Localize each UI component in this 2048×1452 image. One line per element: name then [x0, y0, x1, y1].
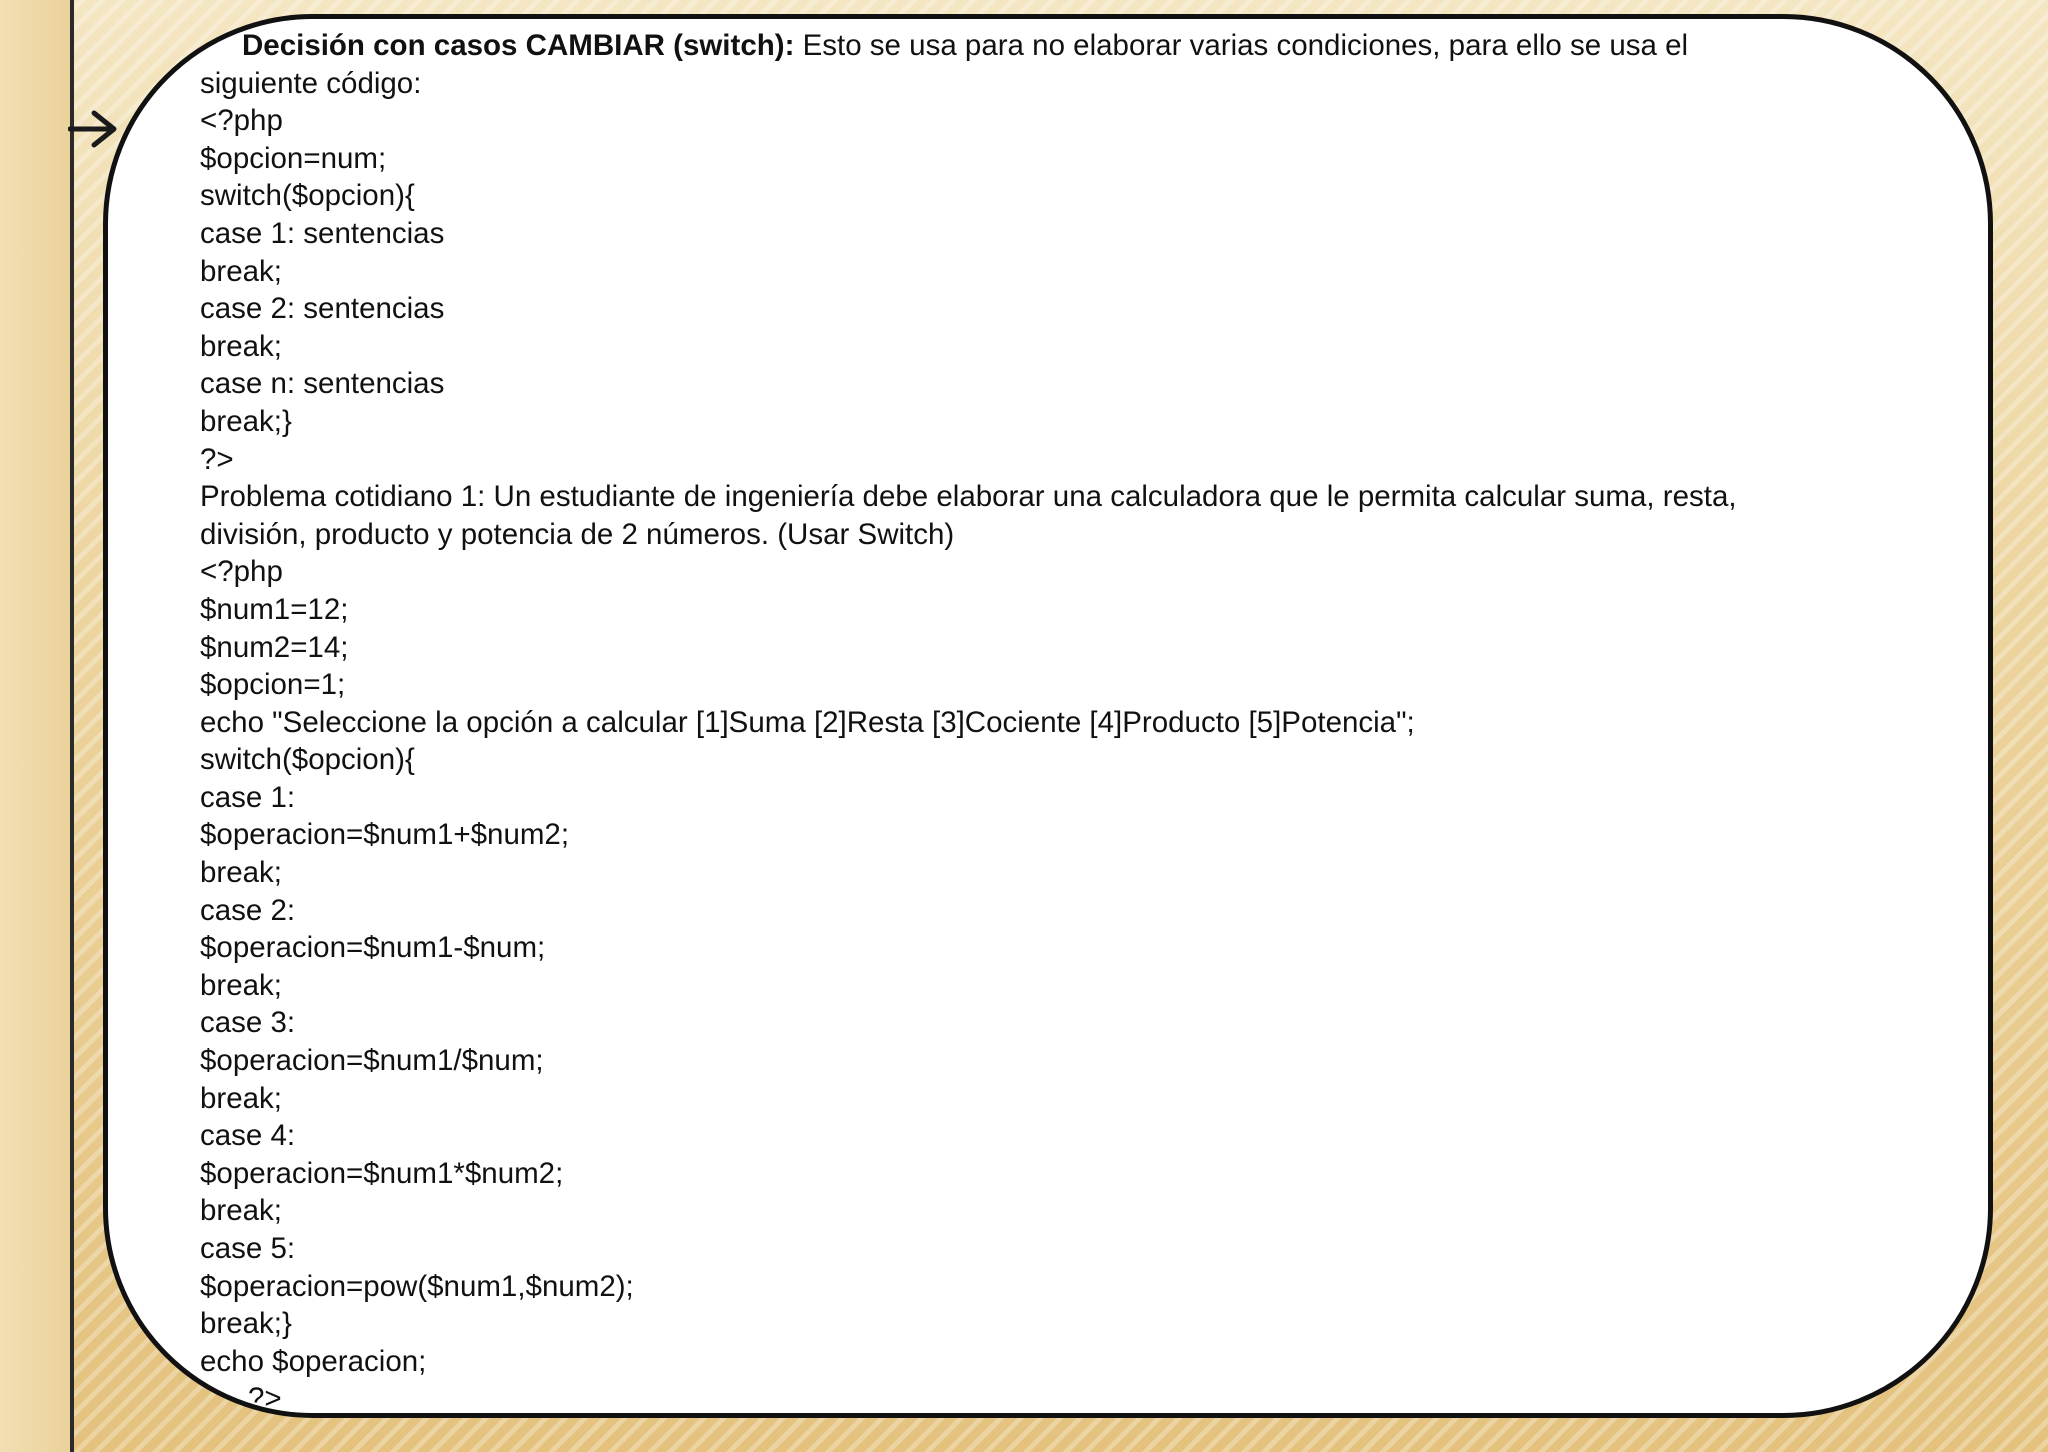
code-line: switch($opcion){	[200, 179, 415, 213]
intro-heading-line	[200, 27, 1960, 65]
syntax-code-block	[200, 102, 1960, 478]
code-line: break;	[200, 254, 282, 288]
intro-heading-bold: Decisión con casos CAMBIAR (switch):	[242, 29, 795, 62]
code-line: $opcion=1;	[200, 668, 346, 702]
intro-heading-text: Esto se usa para no elaborar varias condiciones, para ello se usa el	[794, 29, 1689, 62]
example-code-block	[200, 553, 1960, 1418]
code-line: case 2: sentencias	[200, 292, 445, 326]
code-line: break;	[200, 329, 282, 363]
slide-left-margin	[0, 0, 72, 1452]
content-card	[103, 14, 1993, 1418]
code-line: $operacion=$num1-$num;	[200, 931, 546, 965]
problem-statement	[200, 478, 1960, 553]
code-line: $operacion=$num1+$num2;	[200, 818, 570, 852]
code-line: case 1:	[200, 780, 296, 814]
problem-line: Problema cotidiano 1: Un estudiante de ingeniería debe elaborar una calculadora que le permita calcular suma, resta,	[200, 480, 1737, 514]
code-line: echo "Seleccione la opción a calcular [1]Suma [2]Resta [3]Cociente [4]Producto [5]Potencia";	[200, 705, 1415, 739]
code-line: <?php	[200, 555, 283, 589]
code-line: ?>	[200, 442, 234, 476]
code-line: break;	[200, 968, 282, 1002]
code-line: break;	[200, 856, 282, 890]
code-line: case 2:	[200, 893, 296, 927]
code-line: case 3:	[200, 1006, 296, 1040]
arrow-right-icon	[68, 108, 122, 150]
document-body	[200, 27, 1960, 1418]
code-line: $opcion=num;	[200, 141, 387, 175]
code-line: $num1=12;	[200, 592, 349, 626]
code-line: $num2=14;	[200, 630, 349, 664]
vertical-rule	[70, 0, 74, 1452]
intro-heading-line-2: siguiente código:	[200, 66, 422, 100]
code-line: break;}	[200, 1307, 292, 1341]
code-line: $operacion=$num1/$num;	[200, 1044, 544, 1078]
code-line: echo $operacion;	[200, 1344, 427, 1378]
code-line: $operacion=pow($num1,$num2);	[200, 1269, 634, 1303]
code-line: break;	[200, 1194, 282, 1228]
code-line: $operacion=$num1*$num2;	[200, 1156, 564, 1190]
code-line: break;	[200, 1081, 282, 1115]
code-line: break;}	[200, 404, 292, 438]
code-line: case 4:	[200, 1119, 296, 1153]
problem-line: división, producto y potencia de 2 números. (Usar Switch)	[200, 517, 955, 551]
code-line: case 1: sentencias	[200, 216, 445, 250]
code-line: switch($opcion){	[200, 743, 415, 777]
code-line: case n: sentencias	[200, 367, 445, 401]
code-line: <?php	[200, 104, 283, 138]
code-line: case 5:	[200, 1232, 296, 1265]
code-line: ?>	[248, 1382, 282, 1416]
